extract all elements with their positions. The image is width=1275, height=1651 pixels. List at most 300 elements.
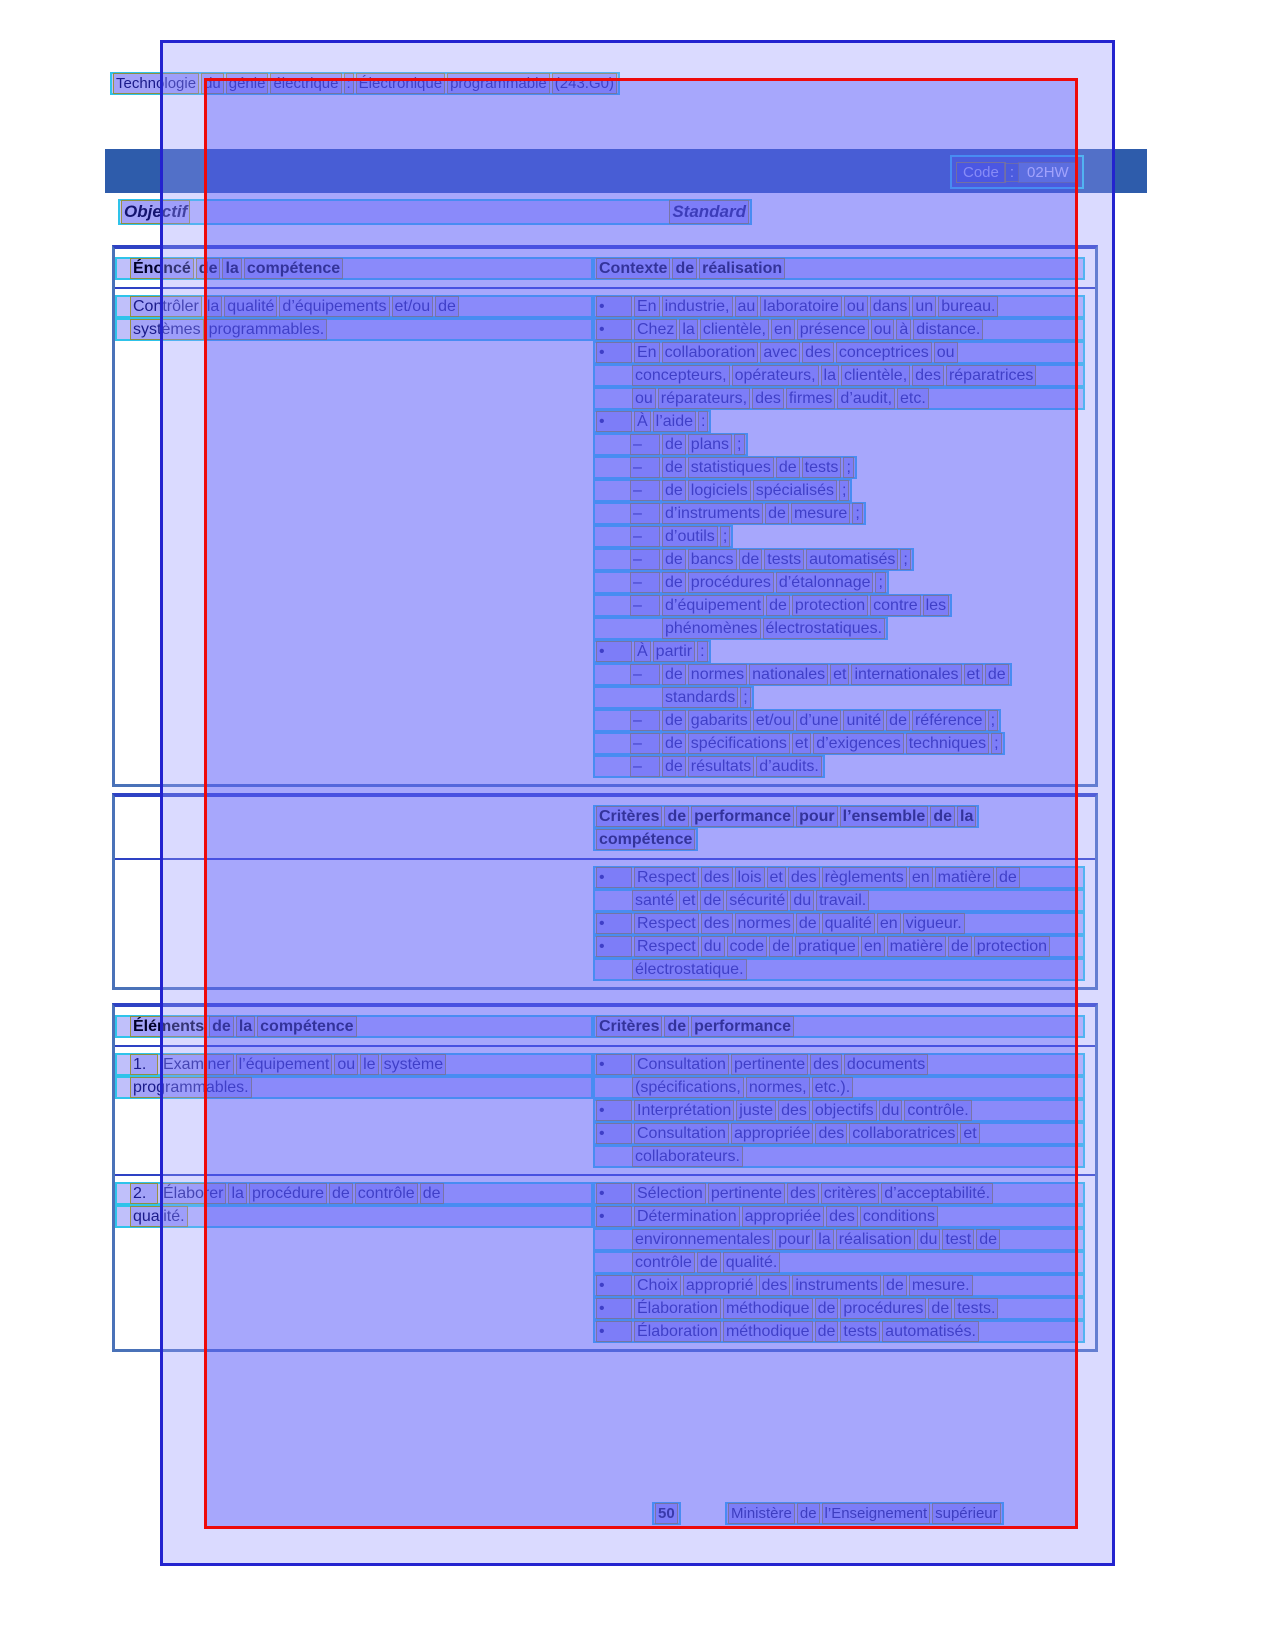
word: pratique	[798, 938, 856, 955]
word: opérateurs,	[734, 367, 816, 384]
text-line	[593, 1015, 1085, 1038]
word: de	[665, 735, 683, 752]
word: le	[363, 1056, 376, 1073]
list-marker: •	[597, 1322, 631, 1341]
table3-header-right-cell	[593, 1015, 1095, 1038]
list-marker: •	[597, 297, 631, 316]
word: contrôle	[635, 1254, 692, 1271]
bullet-line	[593, 1297, 1085, 1320]
word: ou	[635, 390, 653, 407]
table-enonce-contexte	[112, 245, 1098, 787]
list-marker: •	[597, 1101, 631, 1120]
text-line	[593, 805, 979, 828]
word: :	[701, 413, 706, 430]
table1-header-right-cell	[593, 257, 1095, 280]
word: présence	[799, 321, 866, 338]
section-heading-line	[118, 199, 752, 225]
text-line	[593, 1145, 1085, 1168]
word: de	[769, 597, 787, 614]
text-line	[593, 686, 754, 709]
word: Consultation	[637, 1125, 726, 1142]
list-marker: –	[631, 458, 659, 477]
word: automatisés.	[885, 1323, 976, 1340]
word: de	[931, 1300, 950, 1317]
word: en	[879, 915, 898, 932]
word: avec	[763, 344, 798, 361]
text-line	[593, 617, 888, 640]
word: tests.	[957, 1300, 996, 1317]
word: tests	[843, 1323, 878, 1340]
word: dans	[872, 298, 908, 315]
word: des	[790, 869, 817, 886]
word: gabarits	[690, 712, 748, 729]
word: Choix	[637, 1277, 678, 1294]
word: de	[699, 1254, 718, 1271]
word: et	[682, 892, 696, 909]
bullet-line	[593, 912, 1085, 935]
table3-row2-right-cell	[593, 1182, 1095, 1343]
word: réparatrices	[948, 367, 1034, 384]
bullet-line	[593, 341, 1085, 364]
word: ;	[722, 528, 728, 545]
text-line	[115, 295, 593, 318]
word: collaborateurs.	[635, 1148, 740, 1165]
table2-right-cell	[593, 866, 1095, 981]
word: instruments	[795, 1277, 879, 1294]
word: compétence	[260, 1018, 354, 1035]
word: collaboration	[664, 344, 756, 361]
word: des	[915, 367, 941, 384]
word: de	[665, 712, 683, 729]
text-line	[593, 889, 1085, 912]
sub-bullet-line	[593, 571, 889, 594]
word: appropriée	[733, 1125, 811, 1142]
table3-header-left-cell	[115, 1015, 593, 1038]
list-marker: –	[631, 711, 659, 730]
list-marker: •	[597, 642, 631, 661]
sub-bullet-line	[593, 433, 748, 456]
word: approprié	[685, 1277, 754, 1294]
text-line	[115, 1015, 593, 1038]
table3-row1-right-cell	[593, 1053, 1095, 1168]
word: qualité.	[133, 1208, 185, 1225]
word: système	[383, 1056, 444, 1073]
word: de	[665, 551, 683, 568]
word: Électronique	[358, 75, 443, 92]
table-criteres-ensemble	[112, 793, 1098, 990]
list-marker: –	[631, 734, 659, 753]
word: ;	[994, 735, 999, 752]
word: laboratoire	[763, 298, 839, 315]
word: de	[889, 712, 907, 729]
word: ;	[990, 712, 996, 729]
footer-page-number	[652, 1502, 681, 1525]
word: programmables.	[133, 1079, 249, 1096]
word: bureau.	[941, 298, 996, 315]
table1-right-cell	[593, 295, 1095, 778]
text-line	[115, 257, 593, 280]
word: ;	[737, 436, 742, 453]
word: de	[703, 892, 722, 909]
word: clientèle,	[844, 367, 908, 384]
list-marker: •	[597, 320, 631, 339]
bullet-line	[593, 1053, 1085, 1076]
word: du	[881, 1102, 900, 1119]
word: d’équipements	[282, 298, 387, 315]
word: de	[798, 915, 817, 932]
bullet-line	[593, 640, 711, 663]
word: Contexte	[599, 260, 668, 277]
word: ;	[841, 482, 847, 499]
list-marker: –	[631, 435, 659, 454]
word: matière	[889, 938, 943, 955]
list-marker: •	[597, 937, 631, 956]
word: santé	[635, 892, 675, 909]
word: et/ou	[755, 712, 792, 729]
word: de	[886, 1277, 904, 1294]
word: phénomènes	[665, 620, 758, 637]
word: et	[963, 1125, 977, 1142]
word: critères	[823, 1185, 877, 1202]
word: etc.	[900, 390, 926, 407]
bullet-line	[593, 1205, 1085, 1228]
word: performance	[694, 1018, 792, 1035]
bullet-line	[593, 1122, 1085, 1145]
word: code	[729, 938, 765, 955]
code-label: Code	[957, 163, 1005, 182]
list-marker: –	[631, 665, 659, 684]
word: de	[667, 1018, 687, 1035]
word: de	[667, 808, 687, 825]
word: des	[818, 1125, 845, 1142]
word: de	[331, 1185, 350, 1202]
word: Chez	[637, 321, 675, 338]
word: électrique	[273, 75, 339, 92]
word: Contrôler	[133, 298, 199, 315]
word: À	[637, 643, 648, 660]
word: tests	[767, 551, 802, 568]
word: du	[793, 892, 812, 909]
text-line	[593, 257, 1085, 280]
table3-row-1	[115, 1047, 1095, 1174]
word: matière	[937, 869, 991, 886]
word: du	[204, 75, 221, 92]
word: compétence	[599, 831, 693, 848]
word: supérieur	[935, 1505, 998, 1522]
word: Respect	[637, 915, 696, 932]
word: protection	[794, 597, 866, 614]
sub-bullet-line	[593, 502, 866, 525]
table1-header-row	[115, 249, 1095, 289]
word: de	[817, 1323, 836, 1340]
word: d’étalonnage	[778, 574, 871, 591]
word: logiciels	[690, 482, 748, 499]
bullet-line	[593, 295, 1085, 318]
word: l’équipement	[238, 1056, 330, 1073]
word: les	[925, 597, 947, 614]
word: test	[945, 1231, 972, 1248]
word: et	[794, 735, 809, 752]
word: l’Enseignement	[824, 1505, 928, 1522]
word: la	[823, 367, 836, 384]
table1-body-row	[115, 289, 1095, 784]
bullet-line	[593, 1099, 1085, 1122]
bullet-line	[593, 866, 1085, 889]
word: travail.	[819, 892, 867, 909]
code-separator: :	[1005, 164, 1019, 181]
list-marker: –	[631, 481, 659, 500]
word: partir	[655, 643, 693, 660]
word: de	[675, 260, 695, 277]
word: automatisés	[809, 551, 896, 568]
word: la	[818, 1231, 831, 1248]
word: Énoncé	[133, 260, 191, 277]
word: de	[817, 1300, 836, 1317]
sub-bullet-line	[593, 456, 857, 479]
word: bancs	[690, 551, 734, 568]
word: d’équipement	[665, 597, 762, 614]
word: conceptrices	[838, 344, 929, 361]
bullet-line	[593, 318, 1085, 341]
word: environnementales	[635, 1231, 771, 1248]
sub-bullet-line	[593, 709, 1001, 732]
word: des	[805, 344, 831, 361]
sub-bullet-line	[593, 594, 952, 617]
list-marker: •	[597, 1124, 631, 1143]
word: de	[933, 808, 952, 825]
list-marker: •	[597, 1276, 631, 1295]
list-marker: 2.	[131, 1184, 157, 1203]
word: programmable	[450, 75, 547, 92]
word: ;	[903, 551, 908, 568]
word: 50	[658, 1505, 675, 1522]
word: normes,	[748, 1079, 807, 1096]
list-marker: •	[597, 343, 631, 362]
word: firmes	[788, 390, 833, 407]
code-bar	[105, 149, 1147, 193]
word: la	[960, 808, 974, 825]
word: réalisation	[702, 260, 783, 277]
word: tests	[804, 459, 839, 476]
list-marker: •	[597, 868, 631, 887]
list-marker: •	[597, 412, 631, 431]
word: la	[231, 1185, 244, 1202]
table3-header-row	[115, 1007, 1095, 1047]
word: Consultation	[637, 1056, 726, 1073]
word: plans	[690, 436, 730, 453]
table2-header-left-cell	[115, 805, 593, 851]
word: Technologie	[116, 75, 197, 92]
word: Critères	[599, 1018, 660, 1035]
word: etc.).	[814, 1079, 851, 1096]
text-line	[115, 1076, 593, 1099]
word: résultats	[690, 758, 752, 775]
bullet-line	[593, 1182, 1085, 1205]
word: règlements	[824, 869, 904, 886]
word: et	[966, 666, 980, 683]
word: de	[979, 1231, 998, 1248]
word: ;	[846, 459, 851, 476]
word: Critères	[599, 808, 660, 825]
word: Respect	[637, 869, 696, 886]
word: procédures	[690, 574, 771, 591]
word: d’exigences	[816, 735, 901, 752]
word: des	[761, 1277, 788, 1294]
text-line	[593, 828, 698, 851]
document-header	[110, 72, 620, 95]
word: de	[198, 260, 218, 277]
word: électrostatique.	[635, 961, 744, 978]
numbered-line	[115, 1182, 593, 1205]
word: de	[987, 666, 1006, 683]
word: de	[665, 436, 683, 453]
table2-body-row	[115, 860, 1095, 987]
standard-label: Standard	[672, 202, 746, 221]
word: de	[799, 1505, 817, 1522]
word: génie	[228, 75, 266, 92]
word: de	[741, 551, 760, 568]
word: standards	[665, 689, 736, 706]
word: Sélection	[637, 1185, 703, 1202]
bullet-line	[593, 1274, 1085, 1297]
word: ;	[743, 689, 748, 706]
list-marker: –	[631, 550, 659, 569]
word: ou	[846, 298, 865, 315]
word: de	[422, 1185, 441, 1202]
list-marker: –	[631, 527, 659, 546]
word: la	[206, 298, 220, 315]
word: méthodique	[725, 1323, 810, 1340]
text-line	[593, 1228, 1085, 1251]
list-marker: •	[597, 914, 631, 933]
word: qualité	[227, 298, 275, 315]
word: clientèle,	[702, 321, 766, 338]
word: conditions	[862, 1208, 935, 1225]
text-line	[115, 318, 593, 341]
footer-ministry	[725, 1502, 1004, 1525]
list-marker: •	[597, 1055, 631, 1074]
word: du	[919, 1231, 938, 1248]
word: systèmes	[133, 321, 201, 338]
word: d’outils	[665, 528, 715, 545]
word: réparateurs,	[660, 390, 748, 407]
word: de	[778, 459, 797, 476]
word: de	[772, 938, 790, 955]
word: mesure	[793, 505, 848, 522]
word: :	[700, 643, 705, 660]
word: ou	[936, 344, 955, 361]
word: unité	[846, 712, 882, 729]
bullet-line	[593, 935, 1085, 958]
word: d’une	[799, 712, 839, 729]
sub-bullet-line	[593, 663, 1012, 686]
word: l’ensemble	[842, 808, 926, 825]
list-marker: 1.	[131, 1055, 157, 1074]
sub-bullet-line	[593, 548, 914, 571]
bullet-line	[593, 410, 711, 433]
list-marker: –	[631, 596, 659, 615]
word: spécifications	[690, 735, 787, 752]
numbered-line	[115, 1053, 593, 1076]
word: programmables.	[208, 321, 325, 338]
word: de	[998, 869, 1017, 886]
word: performance	[694, 808, 792, 825]
word: contrôle.	[907, 1102, 969, 1119]
word: des	[703, 915, 730, 932]
table3-row-2	[115, 1174, 1095, 1349]
list-marker: –	[631, 504, 659, 523]
word: qualité.	[725, 1254, 778, 1271]
word: En	[637, 344, 657, 361]
word: sécurité	[729, 892, 786, 909]
word: pour	[778, 1231, 811, 1248]
word: nationales	[752, 666, 826, 683]
word: électrostatiques.	[765, 620, 883, 637]
word: des	[790, 1185, 816, 1202]
word: vigueur.	[905, 915, 962, 932]
code-box	[950, 155, 1084, 189]
word: la	[238, 1018, 253, 1035]
word: en	[863, 938, 882, 955]
text-line	[593, 387, 1085, 410]
word: réalisation	[838, 1231, 912, 1248]
word: de	[665, 574, 683, 591]
word: de	[665, 459, 683, 476]
word: qualité	[824, 915, 872, 932]
word: ou	[873, 321, 892, 338]
word: des	[829, 1208, 855, 1225]
word: concepteurs,	[635, 367, 727, 384]
text-line	[593, 1251, 1085, 1274]
bullet-line	[593, 1320, 1085, 1343]
word: normes	[737, 915, 791, 932]
word: Ministère	[731, 1505, 792, 1522]
word: la	[682, 321, 695, 338]
word: méthodique	[725, 1300, 810, 1317]
word: En	[637, 298, 657, 315]
word: normes	[690, 666, 745, 683]
word: d’acceptabilité.	[884, 1185, 991, 1202]
word: Respect	[637, 938, 696, 955]
word: et	[833, 666, 847, 683]
word: pertinente	[733, 1056, 806, 1073]
word: mesure.	[911, 1277, 970, 1294]
text-line	[115, 1205, 593, 1228]
word: Examiner	[163, 1056, 231, 1073]
word: d’instruments	[665, 505, 761, 522]
word: la	[225, 260, 239, 277]
code-value: 02HW	[1019, 163, 1077, 182]
table2-header-row	[115, 797, 1095, 860]
table1-header-left-cell	[115, 257, 593, 280]
word: documents	[846, 1056, 926, 1073]
word: des	[703, 869, 730, 886]
word: Élaboration	[637, 1323, 718, 1340]
word: compétence	[246, 260, 341, 277]
word: procédures	[843, 1300, 924, 1317]
list-marker: –	[631, 757, 659, 776]
word: des	[781, 1102, 807, 1119]
table1-left-cell	[115, 295, 593, 778]
word: (243.G0)	[554, 75, 614, 92]
word: industrie,	[664, 298, 730, 315]
word: À	[637, 413, 648, 430]
word: de	[950, 938, 969, 955]
sub-bullet-line	[593, 732, 1005, 755]
word: pertinente	[710, 1185, 782, 1202]
word: statistiques	[690, 459, 771, 476]
word: des	[755, 390, 781, 407]
